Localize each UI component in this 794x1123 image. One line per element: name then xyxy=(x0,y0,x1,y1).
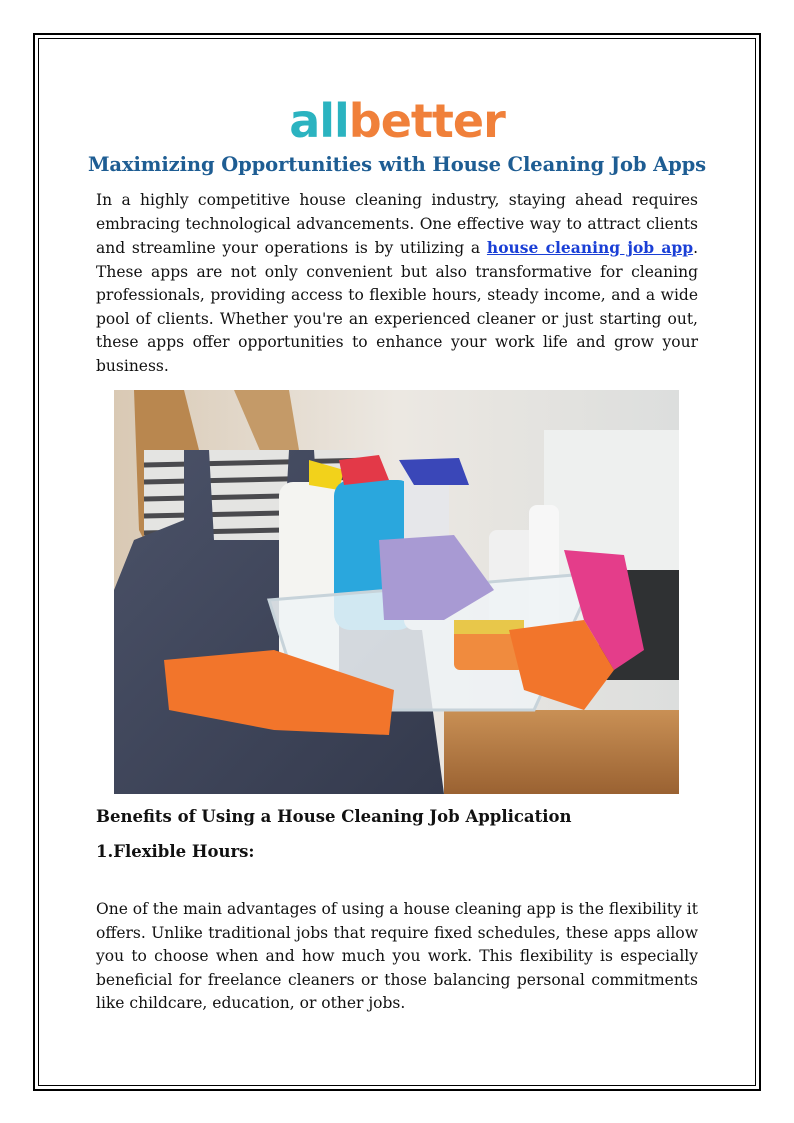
logo-part-all: all xyxy=(289,94,349,148)
logo-part-better: better xyxy=(348,94,505,148)
flexible-hours-paragraph: One of the main advantages of using a house cleaning app is the flexibility it offers. Unlike traditional jobs that require fixed schedules, these apps allow you to choose when and how much you work. This flexibility is especially beneficial for freelance cleaners or those balancing personal commitments like childcare, education, or other jobs. xyxy=(96,900,698,1012)
house-cleaning-job-app-link[interactable]: house cleaning job app xyxy=(486,238,694,257)
benefits-section-heading: Benefits of Using a House Cleaning Job Application xyxy=(96,807,572,826)
allbetter-logo xyxy=(0,96,794,146)
intro-text-before-link: In a highly competitive house cleaning industry, staying ahead requires embracing technological advancements. One effective way to attract clients and streamline your operations is by utilizing a xyxy=(96,191,698,257)
document-title: Maximizing Opportunities with House Cleaning Job Apps xyxy=(87,153,707,176)
intro-paragraph xyxy=(96,189,698,378)
intro-text-after-link: . These apps are not only convenient but also transformative for cleaning professionals, providing access to flexible hours, steady income, and a wide pool of clients. Whether you're an experienced cleaner or just starting out, these apps offer opportunities to enhance your work life and grow your business. xyxy=(96,239,698,375)
cleaning-supplies-photo xyxy=(114,390,679,794)
flexible-hours-subheading: 1.Flexible Hours: xyxy=(96,842,255,861)
